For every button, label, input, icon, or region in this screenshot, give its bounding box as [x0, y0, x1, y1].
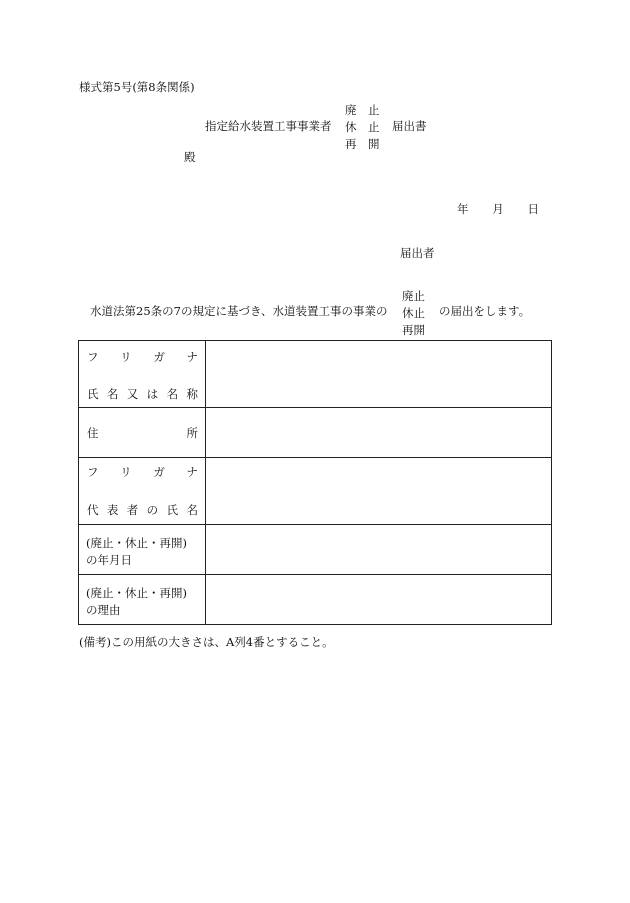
table-row-applicant [79, 341, 552, 408]
title-option-suspend: 休 止 [345, 120, 380, 134]
addressee-honorific: 殿 [184, 150, 196, 164]
representative-name-field[interactable] [206, 458, 552, 525]
table-row-date [79, 525, 552, 575]
statement-option-abolish: 廃止 [402, 289, 425, 303]
form-table [78, 340, 552, 625]
statement-option-resume: 再開 [402, 323, 425, 337]
representative-name-label: 代 表 者 の 氏 名 [87, 503, 198, 517]
statement-prefix: 水道法第25条の7の規定に基づき、水道装置工事の事業の [90, 304, 388, 318]
change-reason-field[interactable] [206, 575, 552, 625]
representative-furigana-label: フ リ ガ ナ [87, 465, 198, 479]
applicant-furigana-label: フ リ ガ ナ [87, 350, 198, 364]
applicant-label-cell [79, 341, 206, 408]
date-line [457, 204, 539, 216]
title-suffix: 届出書 [392, 119, 427, 133]
address-field[interactable] [206, 408, 552, 458]
statement-option-suspend: 休止 [402, 306, 425, 320]
change-reason-label: (廃止・休止・再開) の理由 [86, 586, 187, 617]
title-main: 指定給水装置工事事業者 [205, 119, 332, 133]
form-number: 様式第5号(第8条関係) [79, 80, 195, 94]
date-month: 月 [492, 202, 504, 216]
reason-label-cell [79, 575, 206, 625]
statement-options [402, 288, 425, 339]
applicant-name-field[interactable] [206, 341, 552, 408]
applicant-name-label: 氏 名 又 は 名 称 [87, 387, 198, 401]
address-label-cell [79, 408, 206, 458]
table-row-address [79, 408, 552, 458]
table-row-reason [79, 575, 552, 625]
representative-label-cell [79, 458, 206, 525]
address-label: 住 所 [87, 426, 198, 440]
change-date-label: (廃止・休止・再開) の年月日 [86, 536, 187, 567]
note-text: (備考)この用紙の大きさは、A列4番とすること。 [79, 635, 334, 649]
title-option-resume: 再 開 [345, 137, 380, 151]
statement-suffix: の届出をします。 [439, 304, 531, 318]
date-label-cell [79, 525, 206, 575]
submitter-label: 届出者 [400, 246, 435, 260]
title-option-abolish: 廃 止 [345, 103, 380, 117]
date-day: 日 [527, 202, 539, 216]
table-row-representative [79, 458, 552, 525]
title-options [345, 102, 380, 153]
change-date-field[interactable] [206, 525, 552, 575]
date-year: 年 [457, 202, 469, 216]
